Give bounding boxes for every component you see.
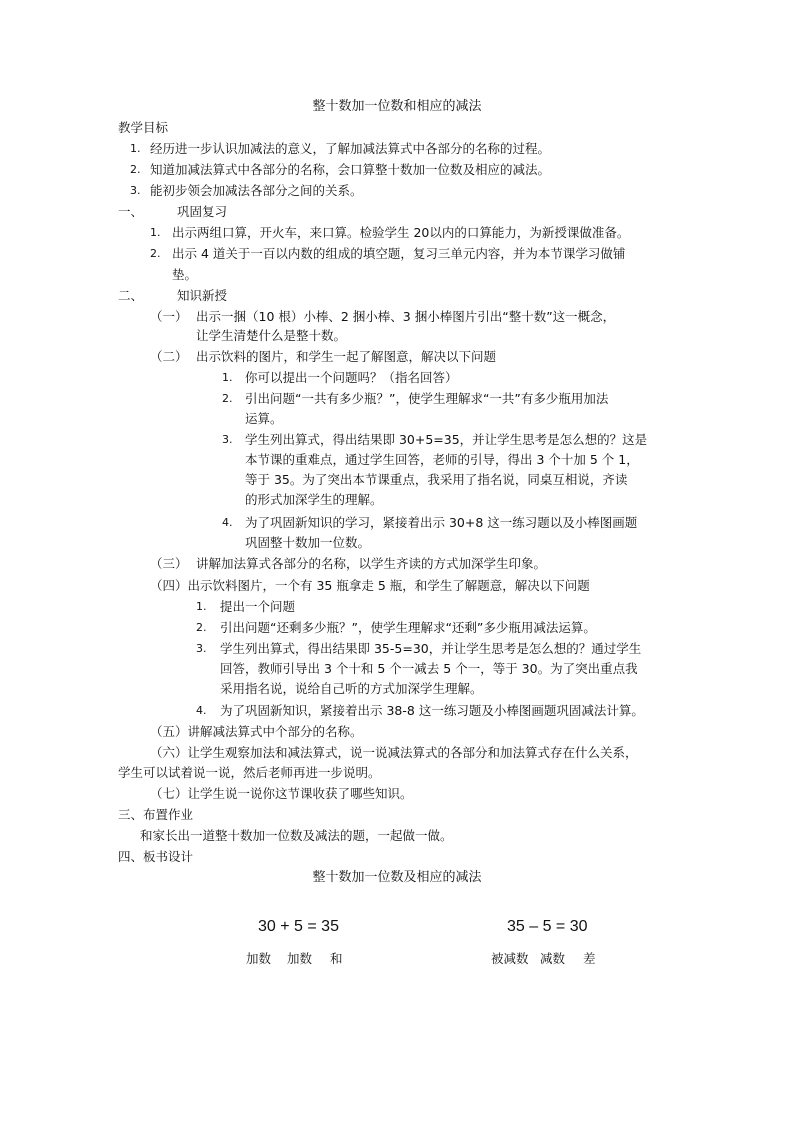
paragraph-text-continued: 学生可以试着说一说，然后老师再进一步说明。 [118,765,381,780]
paragraph-text: 讲解加法算式各部分的名称，以学生齐读的方式加深学生印象。 [196,556,547,571]
paragraph-text: （五）讲解减法算式中个部分的名称。 [150,724,363,739]
item-number: 1. [222,371,233,384]
item-text: 的形式加深学生的理解。 [245,492,383,507]
item-text: 学生列出算式，得出结果即 30+5=35，并让学生思考是怎么想的？这是 [245,432,648,447]
item-text: 你可以提出一个问题吗？（指名回答） [245,370,458,385]
item-number: 1. [196,600,207,613]
section-heading: 四、板书设计 [118,849,194,864]
paragraph-text: （四）出示饮料图片，一个有 35 瓶拿走 5 瓶，和学生了解题意，解决以下问题 [150,578,590,593]
item-text: 为了巩固新知识的学习，紧接着出示 30+8 这一练习题以及小棒图画题 [245,515,638,530]
paragraph-label: （二） [150,349,188,364]
item-text: 采用指名说，说给自己听的方式加深学生理解。 [220,681,483,696]
item-text: 出示 4 道关于一百以内数的组成的填空题，复习三单元内容，并为本节课学习做铺 [172,246,626,261]
item-number: 2. [222,392,233,405]
item-text: 为了巩固新知识，紧接着出示 38-8 这一练习题及小棒图画题巩固减法计算。 [220,703,644,718]
paragraph-text: （七）让学生说一说你这节课收获了哪些知识。 [150,786,413,801]
item-number: 2. [150,247,161,260]
paragraph-text: （六）让学生观察加法和减法算式，说一说减法算式的各部分和加法算式存在什么关系， [150,745,638,760]
section-number: 一、 [118,204,144,219]
item-text: 运算。 [245,411,283,426]
item-number: 1. [150,226,161,239]
addition-term-label: 加数 [246,951,272,966]
addition-term-label: 加数 [287,951,313,966]
item-text-continued: 垫。 [172,267,198,282]
paragraph-label: （一） [150,309,188,324]
paragraph-text: 和家长出一道整十数加一位数及减法的题，一起做一做。 [140,828,453,843]
item-text: 回答，教师引导出 3 个十和 5 个一减去 5 个一，等于 30。为了突出重点我 [220,661,638,676]
paragraph-label: （三） [150,556,188,571]
item-number: 3. [196,642,207,655]
subtraction-term-label: 被减数 [491,951,529,966]
objective-text: 知道加减法算式中各部分的名称，会口算整十数加一位数及相应的减法。 [150,162,551,177]
item-text: 巩固整十数加一位数。 [245,535,371,550]
section-heading: 知识新授 [177,288,228,303]
item-number: 2. [196,621,207,634]
addition-equation: 30 + 5 = 35 [258,918,339,935]
item-text: 引出问题“一共有多少瓶？”，使学生理解求“一共”有多少瓶用加法 [245,391,609,406]
item-text: 本节课的重难点，通过学生回答，老师的引导，得出 3 个十加 5 个 1， [245,452,639,467]
objective-number: 3. [130,184,141,197]
objective-text: 能初步领会加减法各部分之间的关系。 [150,183,363,198]
subtraction-term-label: 差 [583,951,596,966]
item-number: 3. [222,433,233,446]
item-text: 出示两组口算，开火车，来口算。检验学生 20以内的口算能力，为新授课做准备。 [172,225,630,240]
item-number: 4. [196,704,207,717]
objective-number: 2. [130,163,141,176]
subtraction-term-label: 减数 [540,951,566,966]
objectives-heading: 教学目标 [118,120,169,135]
item-text: 引出问题“还剩多少瓶？”，使学生理解求“还剩”多少瓶用减法运算。 [220,620,596,635]
item-text: 提出一个问题 [220,599,296,614]
item-text: 学生列出算式，得出结果即 35-5=30，并让学生思考是怎么想的？通过学生 [220,641,642,656]
paragraph-text: 出示饮料的图片，和学生一起了解图意，解决以下问题 [196,349,497,364]
section-heading: 三、布置作业 [118,807,194,822]
objective-text: 经历进一步认识加减法的意义，了解加减法算式中各部分的名称的过程。 [150,141,551,156]
section-heading: 巩固复习 [177,204,228,219]
subtraction-equation: 35 – 5 = 30 [507,918,588,935]
item-number: 4. [222,516,233,529]
page-title: 整十数加一位数和相应的减法 [312,99,482,114]
addition-term-label: 和 [330,951,343,966]
section-number: 二、 [118,288,144,303]
paragraph-text-continued: 让学生清楚什么是整十数。 [196,328,347,343]
objective-number: 1. [130,142,141,155]
paragraph-text: 出示一捆（10 根）小棒、2 捆小棒、3 捆小棒图片引出“整十数”这一概念， [196,309,616,324]
board-title: 整十数加一位数及相应的减法 [312,870,482,885]
item-text: 等于 35。为了突出本节课重点，我采用了指名说，同桌互相说，齐读 [245,472,628,487]
